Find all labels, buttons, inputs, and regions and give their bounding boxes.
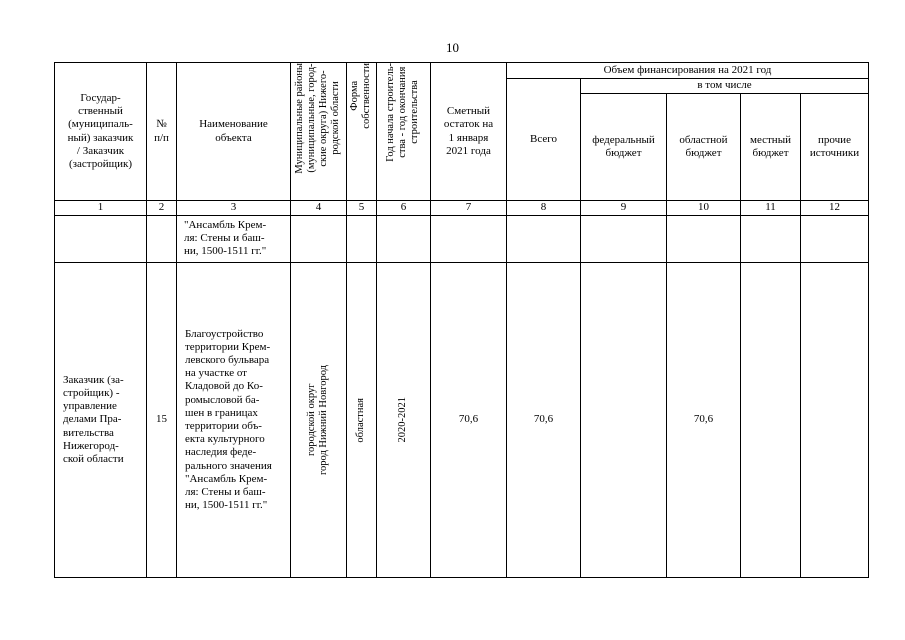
header-districts: Муниципальные районы (муниципальные, город- ские округа) Нижего- родской области: [294, 63, 342, 174]
header-total: Всего: [507, 79, 581, 201]
cell-empty: [347, 216, 377, 263]
header-ownership: Форма собственности: [349, 63, 373, 129]
row-years-cell: [377, 263, 431, 578]
row-other: [801, 263, 869, 578]
cell-empty: [801, 216, 869, 263]
row-total: 70,6: [507, 263, 581, 578]
cell-empty: [377, 216, 431, 263]
column-number: 8: [507, 201, 581, 216]
header-ownership-cell: [347, 63, 377, 201]
continuation-object-name: "Ансамбль Крем- ля: Стены и баш- ни, 1500-1511 гг.": [177, 216, 291, 263]
continuation-row: [55, 216, 869, 263]
row-index: 15: [147, 263, 177, 578]
header-districts-cell: [291, 63, 347, 201]
column-number: 4: [291, 201, 347, 216]
header-object-name: Наименование объекта: [177, 63, 291, 201]
row-object-name: Благоустройство территории Крем- левского бульвара на участке от Кладовой до Ко- ромысловой ба- шен в границах территории объ- екта культурного наследия феде- рального значения "Ансамбль Крем- ля: Стены и баш- ни, 1500-1511 гг.": [177, 263, 291, 578]
row-years: 2020-2021: [397, 397, 409, 443]
column-number: 10: [667, 201, 741, 216]
header-index: № п/п: [147, 63, 177, 201]
column-number: 5: [347, 201, 377, 216]
header-federal: федеральный бюджет: [581, 94, 667, 201]
row-district: городской округ город Нижний Новгород: [306, 364, 330, 476]
cell-empty: [55, 216, 147, 263]
column-number: 1: [55, 201, 147, 216]
column-number-row: [55, 201, 869, 216]
header-including: в том числе: [581, 79, 869, 94]
header-years: Год начала строитель- ства - год окончания строительства: [385, 63, 421, 162]
header-regional: областной бюджет: [667, 94, 741, 201]
row-ownership: областная: [355, 397, 367, 443]
cell-empty: [147, 216, 177, 263]
header-years-cell: [377, 63, 431, 201]
column-number: 6: [377, 201, 431, 216]
cell-empty: [291, 216, 347, 263]
column-number: 9: [581, 201, 667, 216]
financing-table: [54, 62, 869, 578]
row-federal: [581, 263, 667, 578]
cell-empty: [581, 216, 667, 263]
row-district-cell: [291, 263, 347, 578]
column-number: 3: [177, 201, 291, 216]
cell-empty: [667, 216, 741, 263]
row-regional: 70,6: [667, 263, 741, 578]
column-number: 2: [147, 201, 177, 216]
row-ownership-cell: [347, 263, 377, 578]
column-number: 7: [431, 201, 507, 216]
header-other: прочие источники: [801, 94, 869, 201]
page-number: 10: [446, 40, 459, 55]
header-row-1: [55, 63, 869, 79]
cell-empty: [507, 216, 581, 263]
header-customer: Государ- ственный (муниципаль- ный) заказчик / Заказчик (застройщик): [55, 63, 147, 201]
header-remaining: Сметный остаток на 1 января 2021 года: [431, 63, 507, 201]
row-remaining: 70,6: [431, 263, 507, 578]
column-number: 11: [741, 201, 801, 216]
cell-empty: [431, 216, 507, 263]
header-local: местный бюджет: [741, 94, 801, 201]
cell-empty: [741, 216, 801, 263]
header-financing: Объем финансирования на 2021 год: [507, 63, 869, 79]
row-local: [741, 263, 801, 578]
row-customer: Заказчик (за- стройщик) - управление делами Пра- вительства Нижегород- ской области: [55, 263, 147, 578]
column-number: 12: [801, 201, 869, 216]
table-row: [55, 263, 869, 578]
